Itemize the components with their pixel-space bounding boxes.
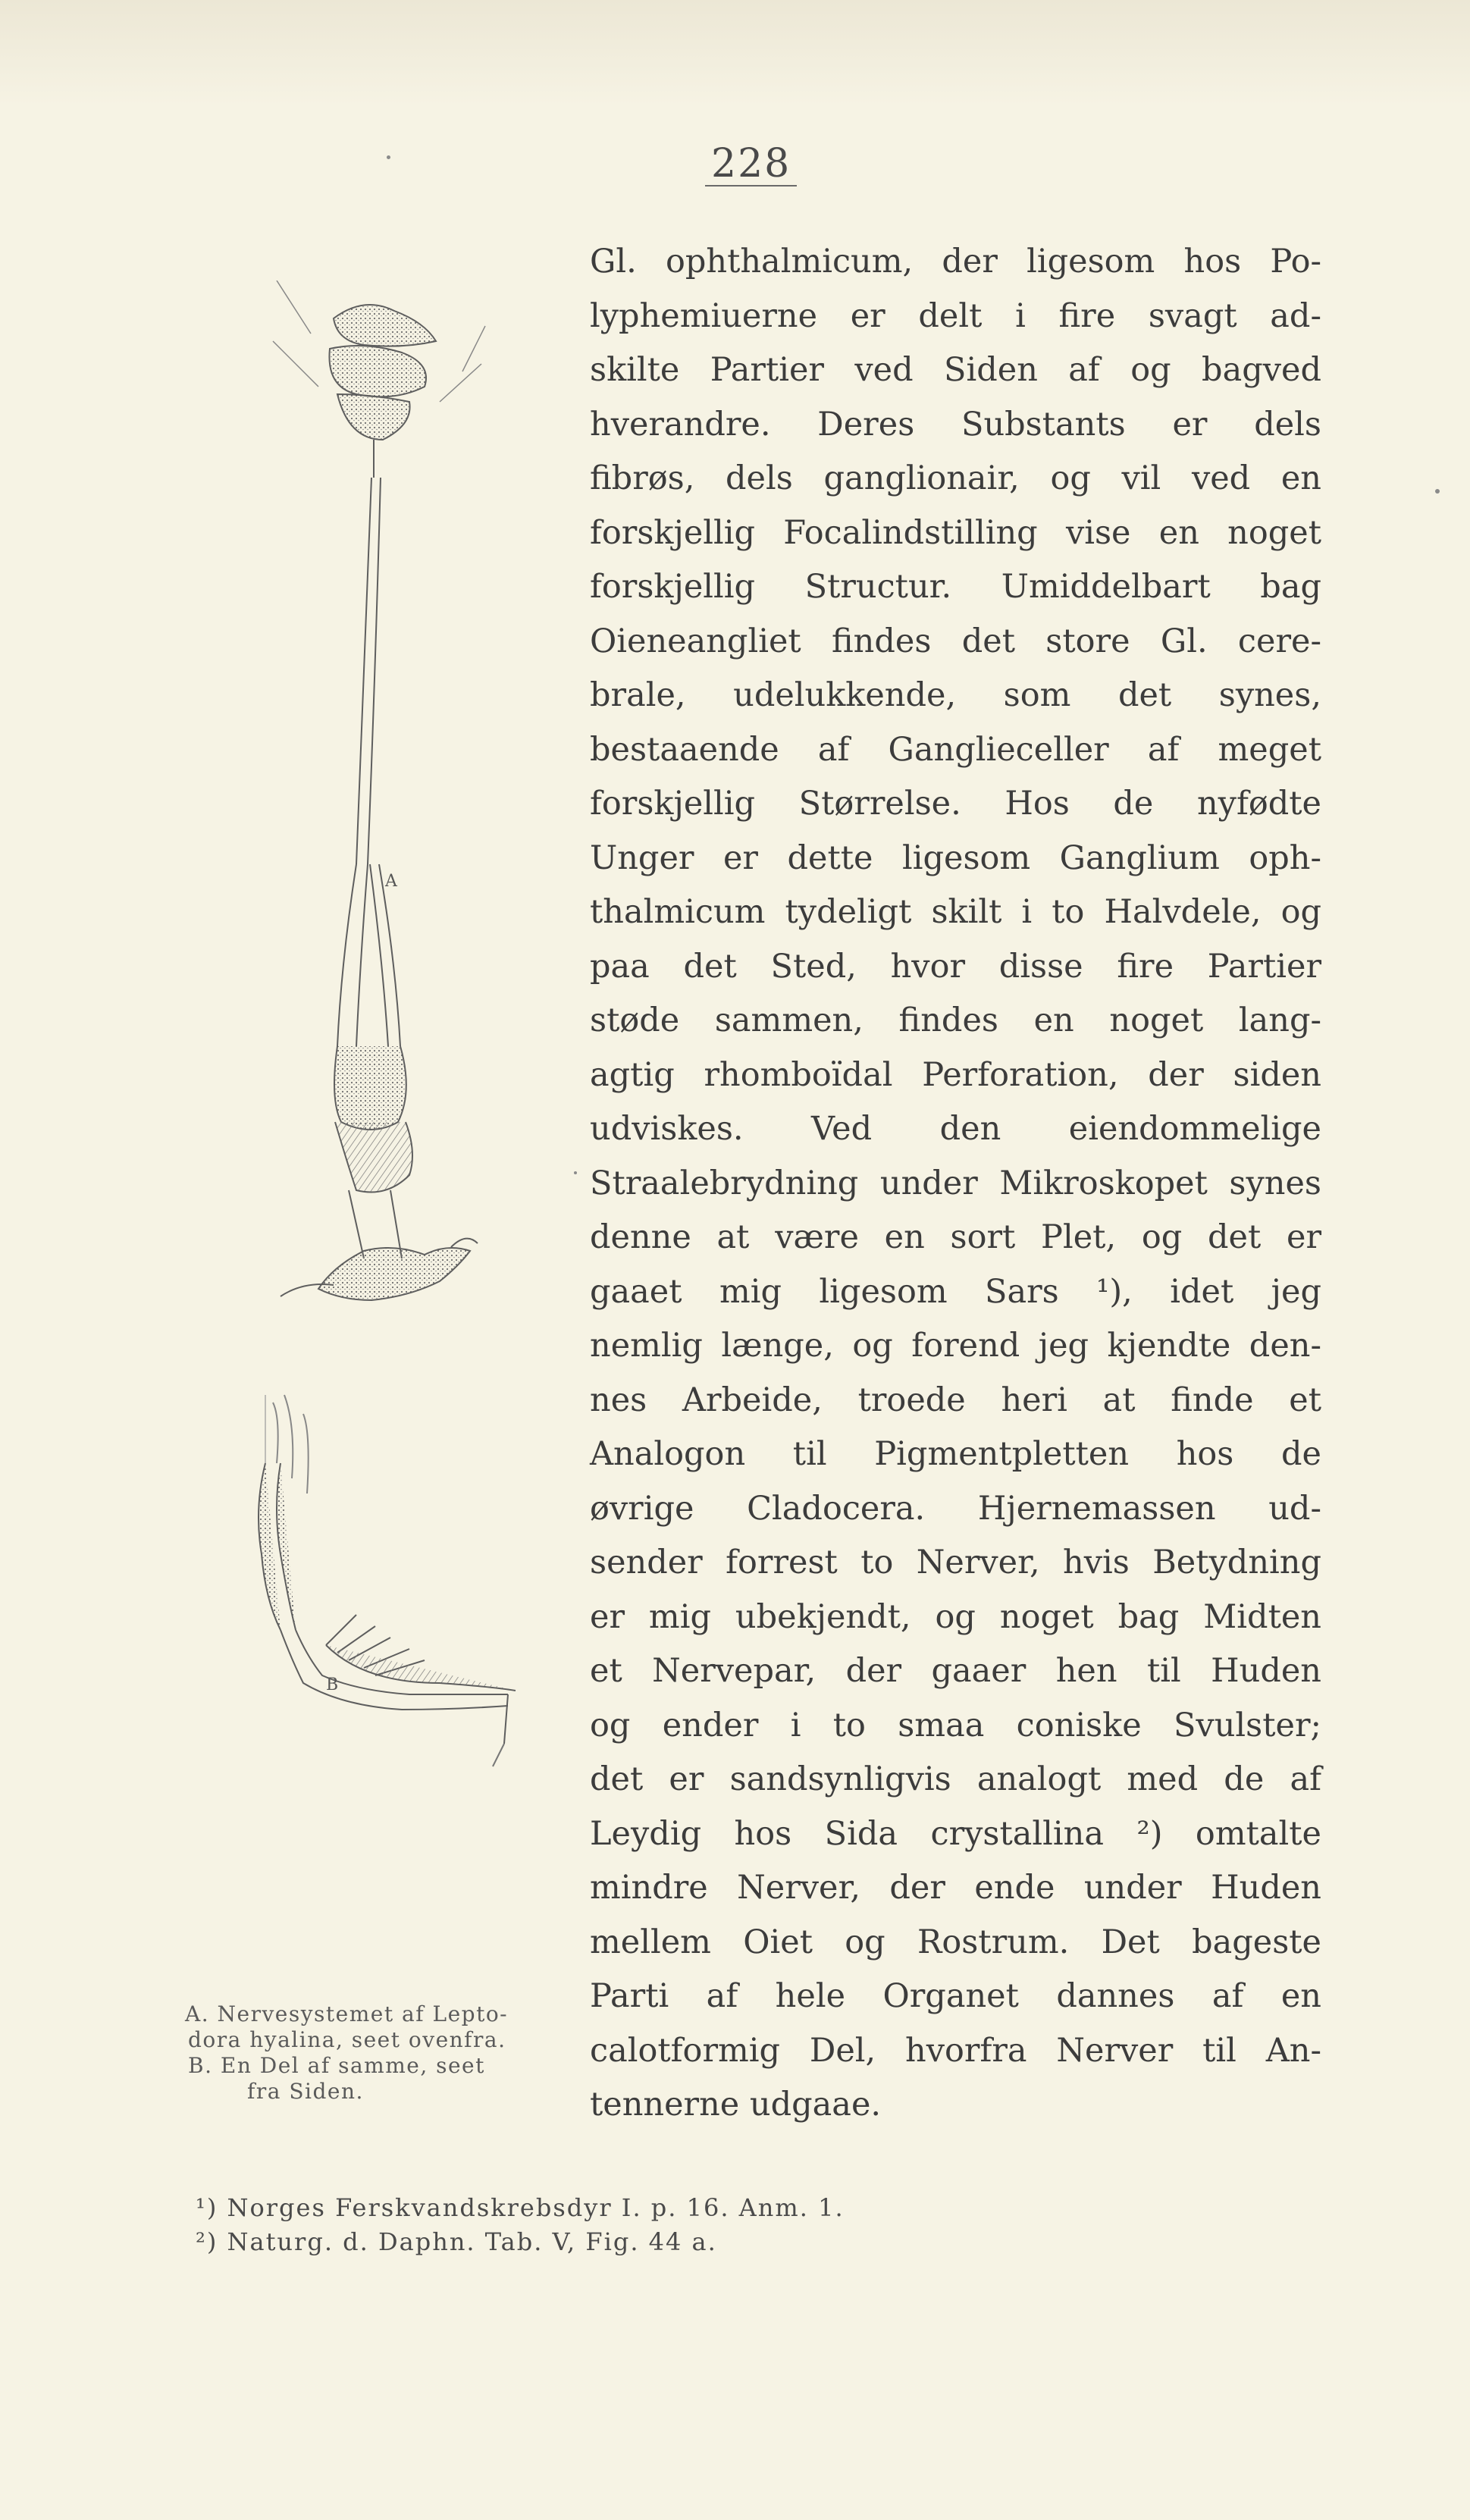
caption-line: B. En Del af samme, seet	[188, 2053, 485, 2078]
text-line: Analogon til Pigmentpletten hos de	[590, 1435, 1321, 1473]
text-line: forskjellig Structur. Umiddelbart bag	[590, 568, 1321, 606]
footnote-1: ¹) Norges Ferskvandskrebsdyr I. p. 16. Anm. 1.	[196, 2193, 845, 2222]
text-line: støde sammen, findes en noget lang-	[590, 1001, 1321, 1039]
text-line: tennerne udgaae.	[590, 2086, 882, 2124]
figure-b-drawing	[259, 1395, 516, 1766]
text-line: hverandre. Deres Substants er dels	[590, 405, 1321, 444]
text-line: thalmicum tydeligt skilt i to Halvdele, og	[590, 893, 1321, 931]
figure-caption	[185, 2001, 564, 2105]
figure-a-label: A	[385, 872, 397, 891]
caption-line: dora hyalina, seet ovenfra.	[188, 2027, 506, 2052]
text-line: Leydig hos Sida crystallina ²) omtalte	[590, 1814, 1321, 1853]
body-text	[590, 235, 1321, 2133]
text-line: skilte Partier ved Siden af og bagved	[590, 351, 1321, 389]
text-line: bestaaende af Ganglieceller af meget	[590, 730, 1321, 769]
text-line: forskjellig Focalindstilling vise en noget	[590, 513, 1321, 552]
figure-drawing	[250, 281, 546, 2009]
figure-a-drawing	[273, 281, 485, 1300]
text-line: nemlig længe, og forend jeg kjendte den-	[590, 1327, 1321, 1365]
text-line: Oieneangliet findes det store Gl. cere-	[590, 622, 1321, 660]
nervous-system-illustration	[250, 281, 546, 2009]
caption-line: A. Nervesystemet af Lepto-	[185, 2001, 509, 2026]
caption-line: fra Siden.	[247, 2079, 364, 2104]
text-line: brale, udelukkende, som det synes,	[590, 676, 1321, 714]
text-line: er mig ubekjendt, og noget bag Midten	[590, 1597, 1321, 1636]
text-line: sender forrest to Nerver, hvis Betydning	[590, 1544, 1321, 1581]
text-line: mellem Oiet og Rostrum. Det bageste	[590, 1923, 1321, 1961]
print-speck	[1435, 489, 1440, 494]
text-line: et Nervepar, der gaaer hen til Huden	[590, 1652, 1321, 1690]
print-speck	[574, 1171, 577, 1174]
text-line: nes Arbeide, troede heri at finde et	[590, 1381, 1321, 1419]
text-line: Parti af hele Organet dannes af en	[590, 1977, 1321, 2015]
text-line: Gl. ophthalmicum, der ligesom hos Po-	[590, 243, 1321, 281]
text-line: fibrøs, dels ganglionair, og vil ved en	[590, 459, 1321, 497]
page-edge-shading	[0, 0, 1470, 106]
text-line: denne at være en sort Plet, og det er	[590, 1218, 1321, 1256]
text-line: forskjellig Størrelse. Hos de nyfødte	[590, 785, 1321, 823]
footnotes	[196, 2191, 845, 2259]
text-line: det er sandsynligvis analogt med de af	[590, 1760, 1321, 1798]
text-line: og ender i to smaa coniske Svulster;	[590, 1706, 1321, 1744]
print-speck	[387, 155, 390, 159]
text-line: agtig rhomboïdal Perforation, der siden	[590, 1055, 1321, 1094]
text-line: Straalebrydning under Mikroskopet synes	[590, 1164, 1321, 1202]
footnote-2: ²) Naturg. d. Daphn. Tab. V, Fig. 44 a.	[196, 2227, 717, 2256]
text-line: lyphemiuerne er delt i fire svagt ad-	[590, 296, 1321, 335]
figure-b-label: B	[326, 1675, 339, 1694]
text-line: Unger er dette ligesom Ganglium oph-	[590, 838, 1321, 877]
text-line: udviskes. Ved den eiendommelige	[590, 1110, 1321, 1148]
text-line: paa det Sted, hvor disse fire Partier	[590, 947, 1321, 986]
text-line: mindre Nerver, der ende under Huden	[590, 1869, 1321, 1907]
text-line: øvrige Cladocera. Hjernemassen ud-	[590, 1489, 1321, 1528]
page-number: 228	[705, 144, 797, 186]
text-line: gaaet mig ligesom Sars ¹), idet jeg	[590, 1272, 1321, 1311]
text-line: calotformig Del, hvorfra Nerver til An-	[590, 2031, 1321, 2070]
